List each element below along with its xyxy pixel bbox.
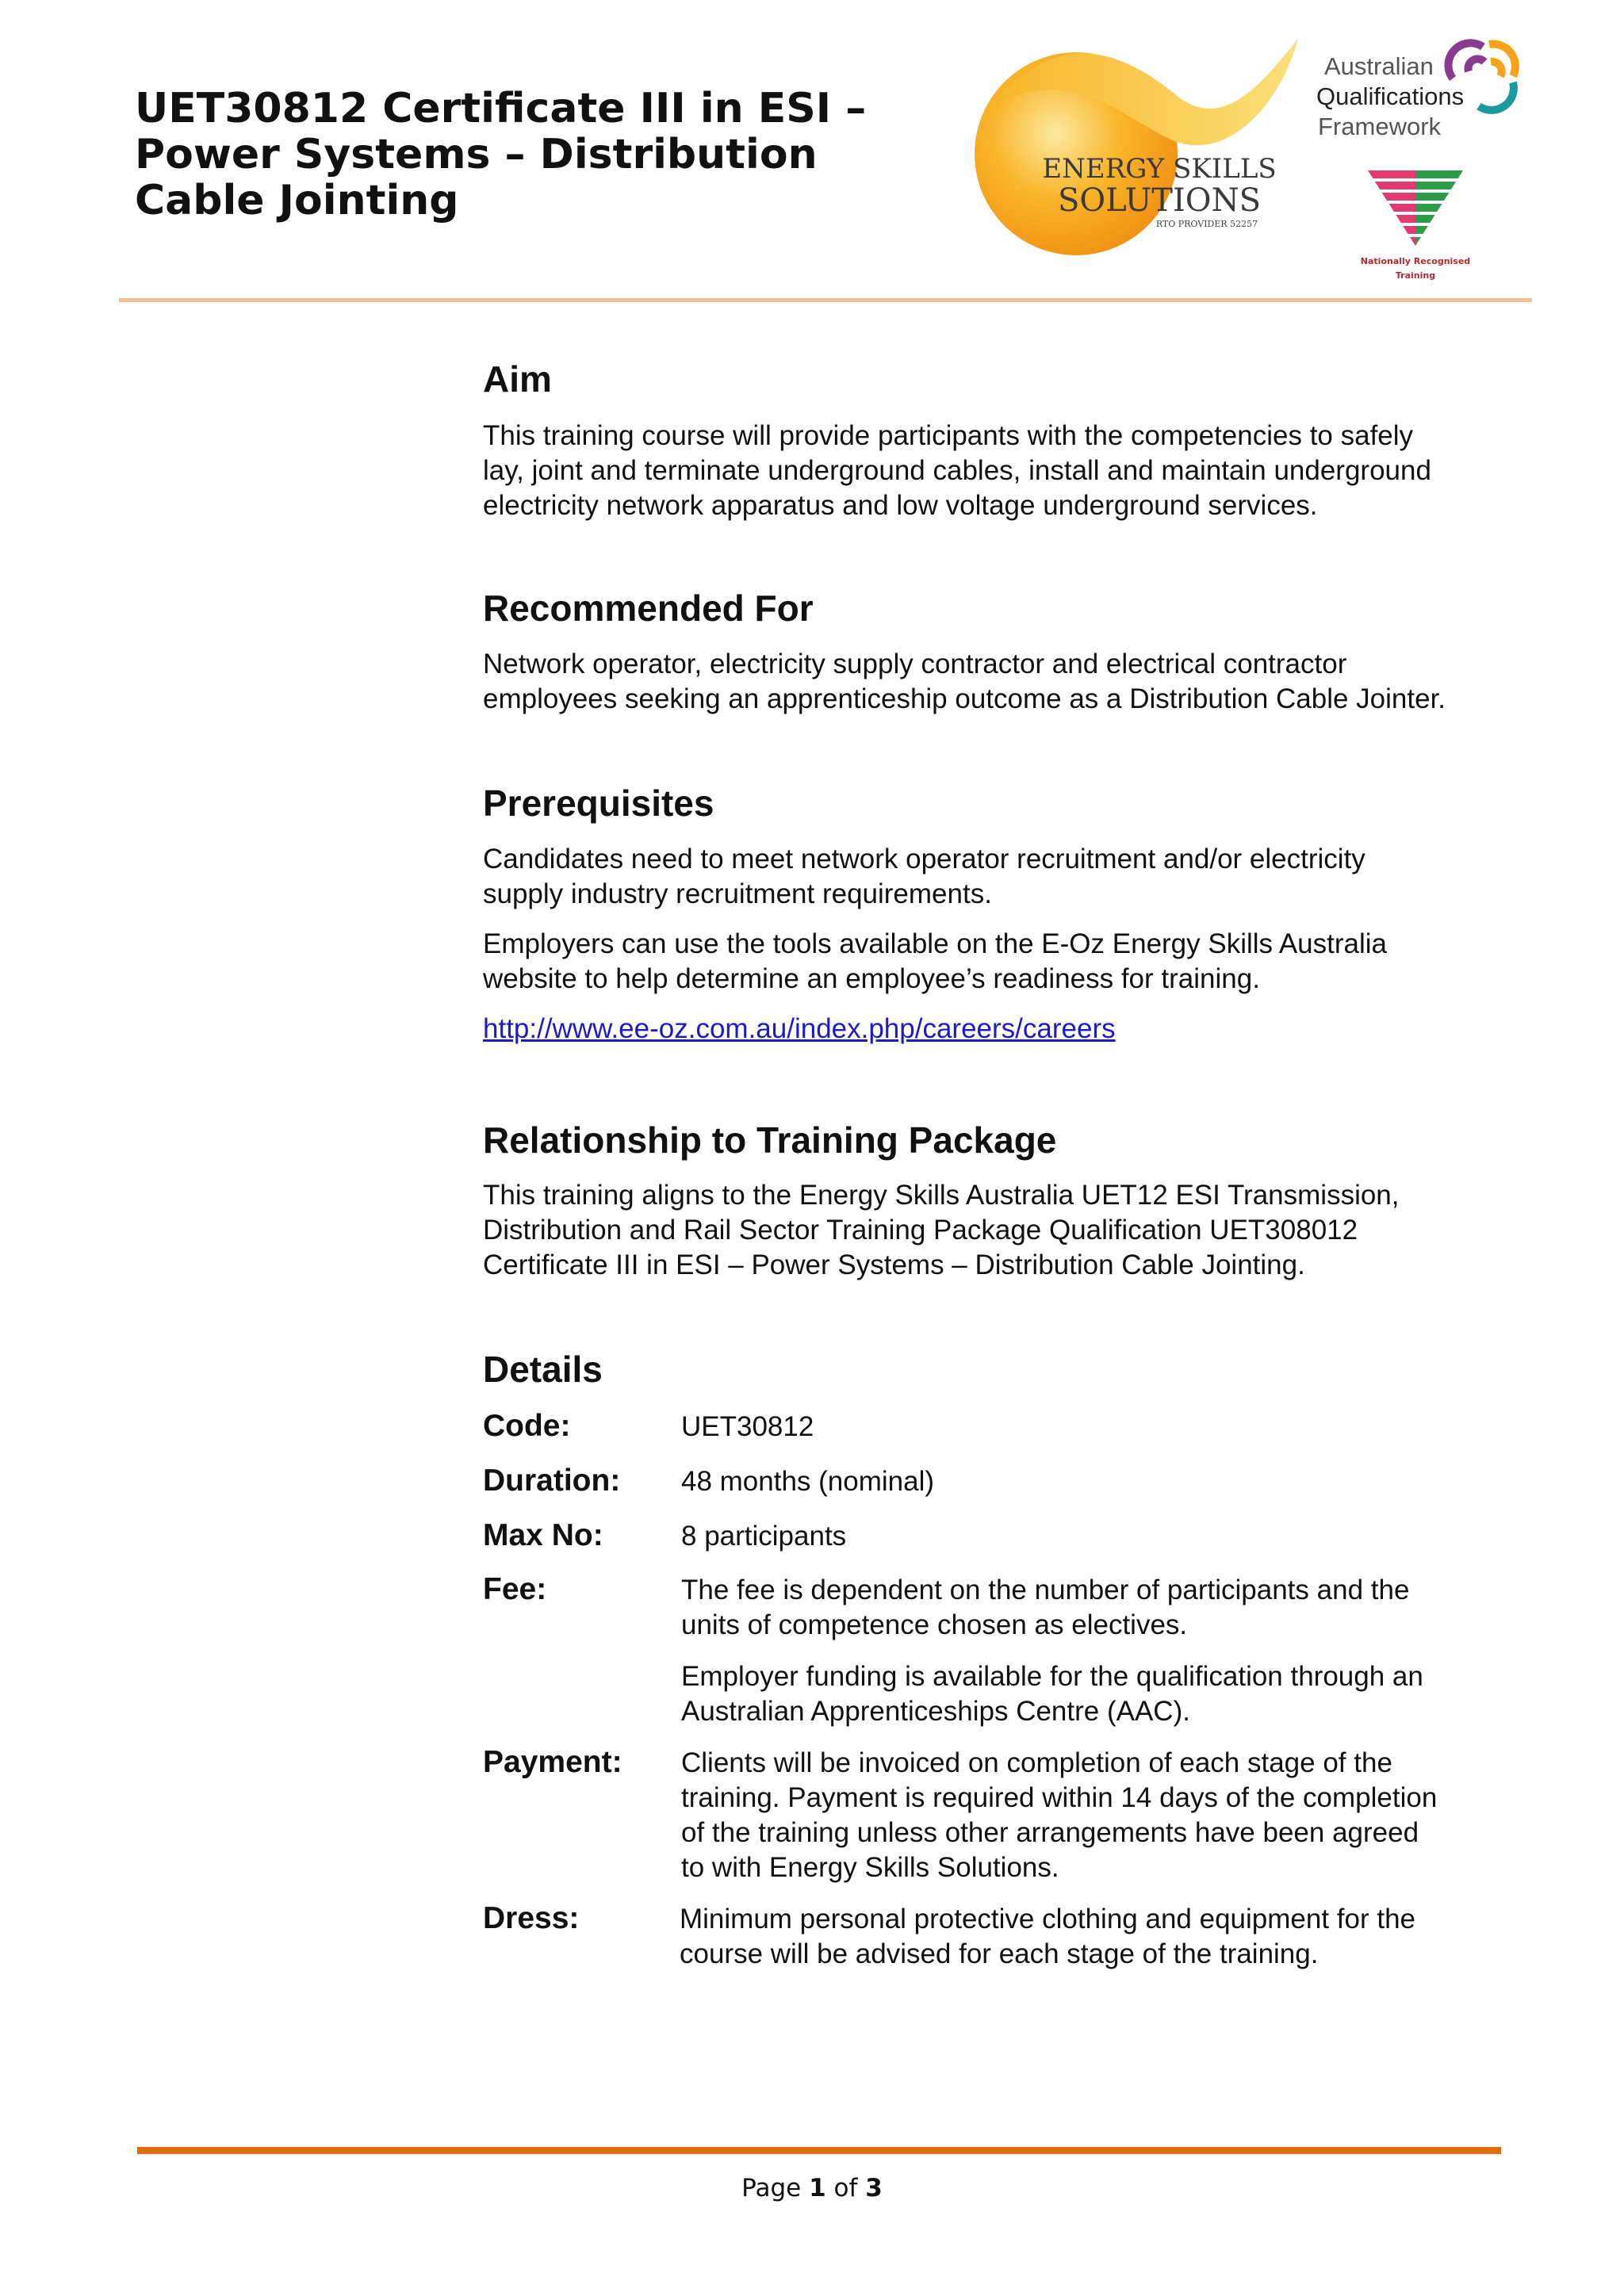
dress-line-2: course will be advised for each stage of the training.: [680, 1938, 1319, 1969]
payment-label: Payment:: [483, 1745, 622, 1779]
fee-p1-line-2: units of competence chosen as electives.: [681, 1609, 1188, 1640]
relationship-line-3: Certificate III in ESI – Power Systems – Distribution Cable Jointing.: [483, 1249, 1305, 1280]
fee-paragraph-2: [681, 1659, 1423, 1729]
ess-line-2: SOLUTIONS: [1058, 182, 1261, 219]
duration-label: Duration:: [483, 1464, 621, 1498]
page-prefix: Page: [741, 2174, 802, 2202]
maxno-value-text: 8 participants: [681, 1521, 847, 1552]
aim-line-2: lay, joint and terminate underground cables, install and maintain underground: [483, 455, 1431, 486]
recommended-paragraph: [483, 647, 1446, 717]
nrt-line-1: Nationally Recognised: [1360, 256, 1471, 266]
payment-paragraph: [681, 1746, 1437, 1885]
document-title: [135, 86, 928, 224]
aim-paragraph: [483, 419, 1431, 523]
prerequisites-p2-line-2: website to help determine an employee’s readiness for training.: [483, 963, 1260, 994]
payment-line-1: Clients will be invoiced on completion of each stage of the: [681, 1747, 1392, 1778]
title-line-3: Cable Jointing: [135, 177, 459, 224]
maxno-label: Max No:: [483, 1518, 603, 1552]
fee-label: Fee:: [483, 1572, 547, 1606]
aqf-line-2: Qualifications: [1316, 82, 1465, 110]
code-label: Code:: [483, 1409, 571, 1443]
aim-line-1: This training course will provide participants with the competencies to safely: [483, 420, 1414, 451]
footer-divider: [137, 2147, 1501, 2154]
careers-link[interactable]: http://www.ee-oz.com.au/index.php/careers/careers: [483, 1013, 1116, 1044]
relationship-heading: Relationship to Training Package: [483, 1119, 1057, 1161]
fee-p2-line-2: Australian Apprenticeships Centre (AAC).: [681, 1696, 1190, 1727]
nationally-recognised-training-logo: [1348, 163, 1483, 289]
prerequisites-paragraph-2: [483, 927, 1387, 997]
page-number: [0, 2174, 1624, 2202]
relationship-paragraph: [483, 1178, 1400, 1283]
ess-line-1: ENERGY SKILLS: [1042, 153, 1277, 185]
aqf-line-1: Australian: [1324, 52, 1434, 80]
payment-line-2: training. Payment is required within 14 days of the completion: [681, 1782, 1438, 1813]
dress-line-1: Minimum personal protective clothing and equipment for the: [680, 1904, 1415, 1934]
payment-line-3: of the training unless other arrangements have been agreed: [681, 1817, 1419, 1848]
energy-skills-solutions-logo: [969, 35, 1302, 273]
page-current: 1: [809, 2174, 826, 2202]
page-total: 3: [865, 2174, 883, 2202]
prerequisites-p1-line-2: supply industry recruitment requirements.: [483, 878, 992, 909]
recommended-line-1: Network operator, electricity supply contractor and electrical contractor: [483, 649, 1347, 679]
nrt-triangle-icon: [1364, 170, 1467, 246]
code-value-text: UET30812: [681, 1411, 814, 1442]
title-line-1: UET30812 Certificate III in ESI –: [135, 85, 867, 132]
fee-paragraph-1: [681, 1573, 1409, 1643]
prerequisites-p2-line-1: Employers can use the tools available on the E-Oz Energy Skills Australia: [483, 928, 1388, 959]
aim-line-3: electricity network apparatus and low voltage underground services.: [483, 490, 1318, 521]
fee-p1-line-1: The fee is dependent on the number of participants and the: [681, 1575, 1410, 1605]
aim-heading: Aim: [483, 358, 552, 400]
recommended-heading: Recommended For: [483, 587, 814, 629]
dress-paragraph: [680, 1902, 1415, 1972]
fee-p2-line-1: Employer funding is available for the qualification through an: [681, 1661, 1423, 1692]
maxno-value: [681, 1519, 846, 1554]
ess-line-3: RTO PROVIDER 52257: [1155, 219, 1258, 229]
details-heading: Details: [483, 1349, 603, 1390]
prerequisites-paragraph-1: [483, 842, 1365, 912]
prerequisites-link-row: [483, 1012, 1116, 1047]
dress-label: Dress:: [483, 1901, 580, 1935]
prerequisites-p1-line-1: Candidates need to meet network operator recruitment and/or electricity: [483, 844, 1365, 874]
aqf-line-3: Framework: [1318, 113, 1442, 140]
payment-line-4: to with Energy Skills Solutions.: [681, 1852, 1059, 1883]
title-line-2: Power Systems – Distribution: [135, 131, 818, 178]
nrt-line-2: Training: [1395, 270, 1436, 281]
header-divider: [119, 298, 1532, 302]
aqf-logo: [1316, 35, 1530, 146]
duration-value-text: 48 months (nominal): [681, 1466, 935, 1497]
recommended-line-2: employees seeking an apprenticeship outcome as a Distribution Cable Jointer.: [483, 683, 1446, 714]
duration-value: [681, 1464, 934, 1499]
code-value: [681, 1410, 814, 1445]
page-sep: of: [833, 2174, 858, 2202]
relationship-line-1: This training aligns to the Energy Skills Australia UET12 ESI Transmission,: [483, 1180, 1400, 1211]
relationship-line-2: Distribution and Rail Sector Training Package Qualification UET308012: [483, 1215, 1358, 1246]
prerequisites-heading: Prerequisites: [483, 783, 714, 824]
